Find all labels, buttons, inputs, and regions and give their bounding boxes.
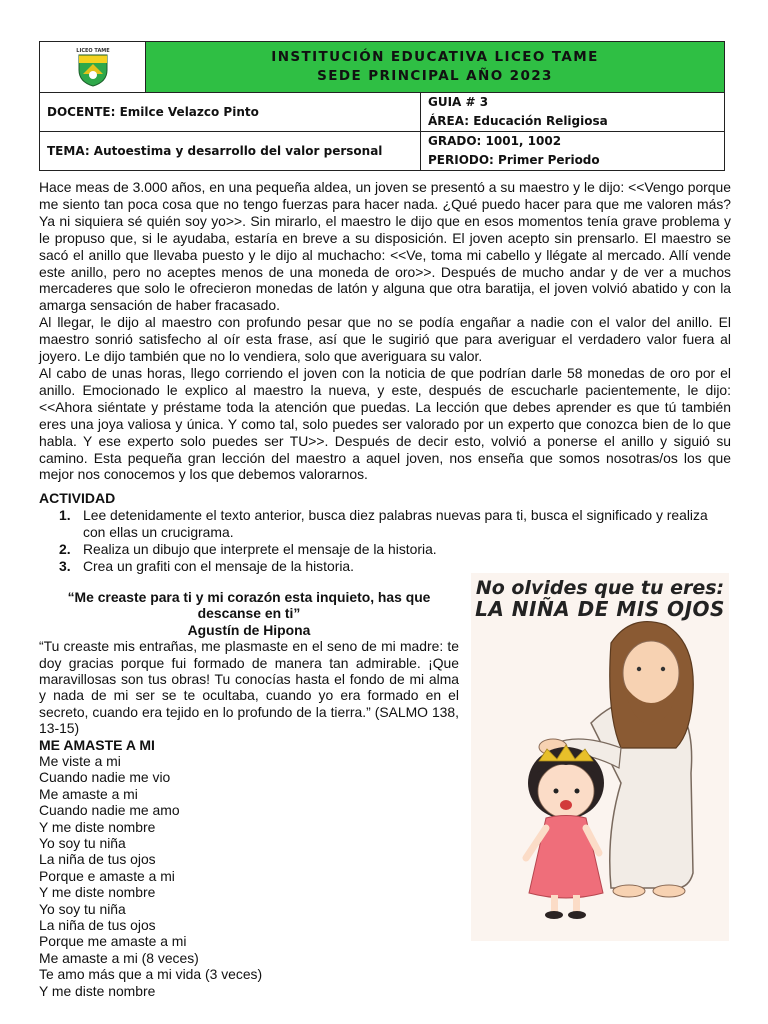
- quote-title: “Me creaste para ti y mi corazón esta inquieto, has que descanse en ti”: [67, 589, 431, 622]
- list-item-text: Crea un grafiti con el mensaje de la historia.: [83, 557, 355, 574]
- poem-lines: [39, 753, 262, 999]
- poem-line: Te amo más que a mi vida (3 veces): [39, 966, 263, 983]
- story-paragraph-1: Hace meas de 3.000 años, en una pequeña aldea, un joven se presentó a su maestro y le dijo: <<Vengo porque me siento tan poca cosa que no tengo fuerzas para hacer nada. ¿Qué puedo hacer para que me valoren más? Ya ni siquiera sé quién soy yo>>. Sin mirarlo, el maestro le dijo que en esos momentos tenía grave problema y le propuso que, si le ayudaba, estaría en breve a su disposición. El joven acepto sin prensarlo. El maestro se sacó el anillo que llevaba puesto y le dijo al muchacho: <<Ve, toma mi cabello y llégate al mercado. Allí vende este anillo, pero no aceptes menos de una moneda de oro>>. Después de mucho andar y de ver a muchos mercaderes que solo le ofrecieron monedas de latón y alguna que otra baratija, el joven volvió abatido y con la amarga sensación de haber fracasado.: [39, 179, 731, 314]
- poem-line: La niña de tus ojos: [39, 917, 156, 934]
- jesus-girl-drawing: [471, 573, 729, 941]
- list-item-number: 3.: [59, 557, 71, 574]
- illustration-caption-1: No olvides que tu eres:: [475, 577, 725, 599]
- poem-line: Yo soy tu niña: [39, 900, 126, 917]
- list-item: [39, 507, 731, 541]
- activity-heading: ACTIVIDAD: [39, 490, 116, 506]
- poem-line: Me amaste a mi (8 veces): [39, 949, 199, 966]
- list-item-text: Lee detenidamente el texto anterior, busca diez palabras nuevas para ti, busca el significado y realiza con ellas un crucigrama.: [83, 507, 708, 540]
- school-logo-cell: [40, 42, 146, 93]
- illustration-caption-2: LA NIÑA DE MIS OJOS: [475, 597, 725, 621]
- poem-line: Cuando nadie me vio: [39, 769, 171, 786]
- poem-line: Me viste a mi: [39, 753, 121, 769]
- story-paragraph-2: Al llegar, le dijo al maestro con profundo pesar que no se podía engañar a nadie con el valor del anillo. El maestro sonrió satisfecho al oír esta frase, así que le sugirió que para averiguar el verdadero valor fuera al joyero. Le dijo también que no lo vendiera, solo que averiguara su valor.: [39, 314, 731, 365]
- area-label: ÁREA: Educación Religiosa: [428, 114, 608, 128]
- activity-list: [39, 507, 731, 575]
- poem-title: ME AMASTE A MI: [39, 737, 155, 753]
- poem-line: Yo soy tu niña: [39, 835, 126, 852]
- tema-cell: TEMA: Autoestima y desarrollo del valor personal: [40, 132, 421, 170]
- illustration-jesus-girl: [471, 573, 729, 941]
- institution-title: [146, 42, 724, 93]
- poem-line: La niña de tus ojos: [39, 851, 156, 868]
- poem-line: Porque me amaste a mi: [39, 933, 187, 950]
- header-row-docente: [40, 93, 724, 132]
- guia-area-cell: [421, 93, 724, 131]
- header-row-tema: [40, 132, 724, 170]
- quote-author: Agustín de Hipona: [187, 621, 311, 638]
- list-item-text: Realiza un dibujo que interprete el mensaje de la historia.: [83, 540, 437, 557]
- header-table: [39, 41, 725, 171]
- poem-line: Y me diste nombre: [39, 982, 156, 999]
- institution-name: INSTITUCIÓN EDUCATIVA LICEO TAME: [271, 49, 599, 65]
- poem-line: Y me diste nombre: [39, 884, 156, 901]
- quote-body: “Tu creaste mis entrañas, me plasmaste en el seno de mi madre: te doy gracias porque fui formado de manera tan admirable. ¡Que maravillosas son tus obras! Tu conocías hasta el fondo de mi alma y nada de mi ser se te ocultaba, cuando yo era formado en el secreto, cuando era tejido en lo profundo de la tierra.” (SALMO 138, 13-15): [39, 638, 459, 737]
- grado-periodo-cell: [421, 132, 724, 170]
- story-text: [39, 179, 731, 483]
- school-crest-icon: [73, 46, 113, 88]
- periodo-label: PERIODO: Primer Periodo: [428, 153, 600, 167]
- list-item: [39, 541, 731, 558]
- story-paragraph-3: Al cabo de unas horas, llego corriendo el joven con la noticia de que podrían darle 58 monedas de oro por el anillo. Emocionado le explico al maestro la nueva, y este, después de escucharle pacientemente, le dijo: <<Ahora siéntate y préstame toda la atención que puedas. La lección que debes aprender es que tú también eres una joya valiosa y única. Y como tal, solo puedes ser valorado por un experto que conozca bien de lo que habla. Y ese experto solo puedes ser TU>>. Después de decir esto, volvió a ponerse el anillo y siguió su camino. Esta pequeña gran lección del maestro a aquel joven, nos enseña que somos nosotras/os los que mejor nos conocemos y los que debemos valorarnos.: [39, 364, 731, 483]
- logo-text: LICEO TAME: [75, 48, 110, 54]
- poem-line: Y me diste nombre: [39, 818, 156, 835]
- grado-label: GRADO: 1001, 1002: [428, 134, 562, 148]
- poem-line: Me amaste a mi: [39, 785, 138, 802]
- list-item-number: 2.: [59, 540, 71, 557]
- institution-sede: SEDE PRINCIPAL AÑO 2023: [317, 68, 553, 84]
- poem-line: Cuando nadie me amo: [39, 802, 180, 819]
- docente-cell: DOCENTE: Emilce Velazco Pinto: [40, 93, 421, 131]
- poem-line: Porque e amaste a mi: [39, 867, 175, 884]
- quote-block: [39, 589, 459, 737]
- guia-number: GUIA # 3: [428, 95, 489, 109]
- list-item-number: 1.: [59, 507, 71, 523]
